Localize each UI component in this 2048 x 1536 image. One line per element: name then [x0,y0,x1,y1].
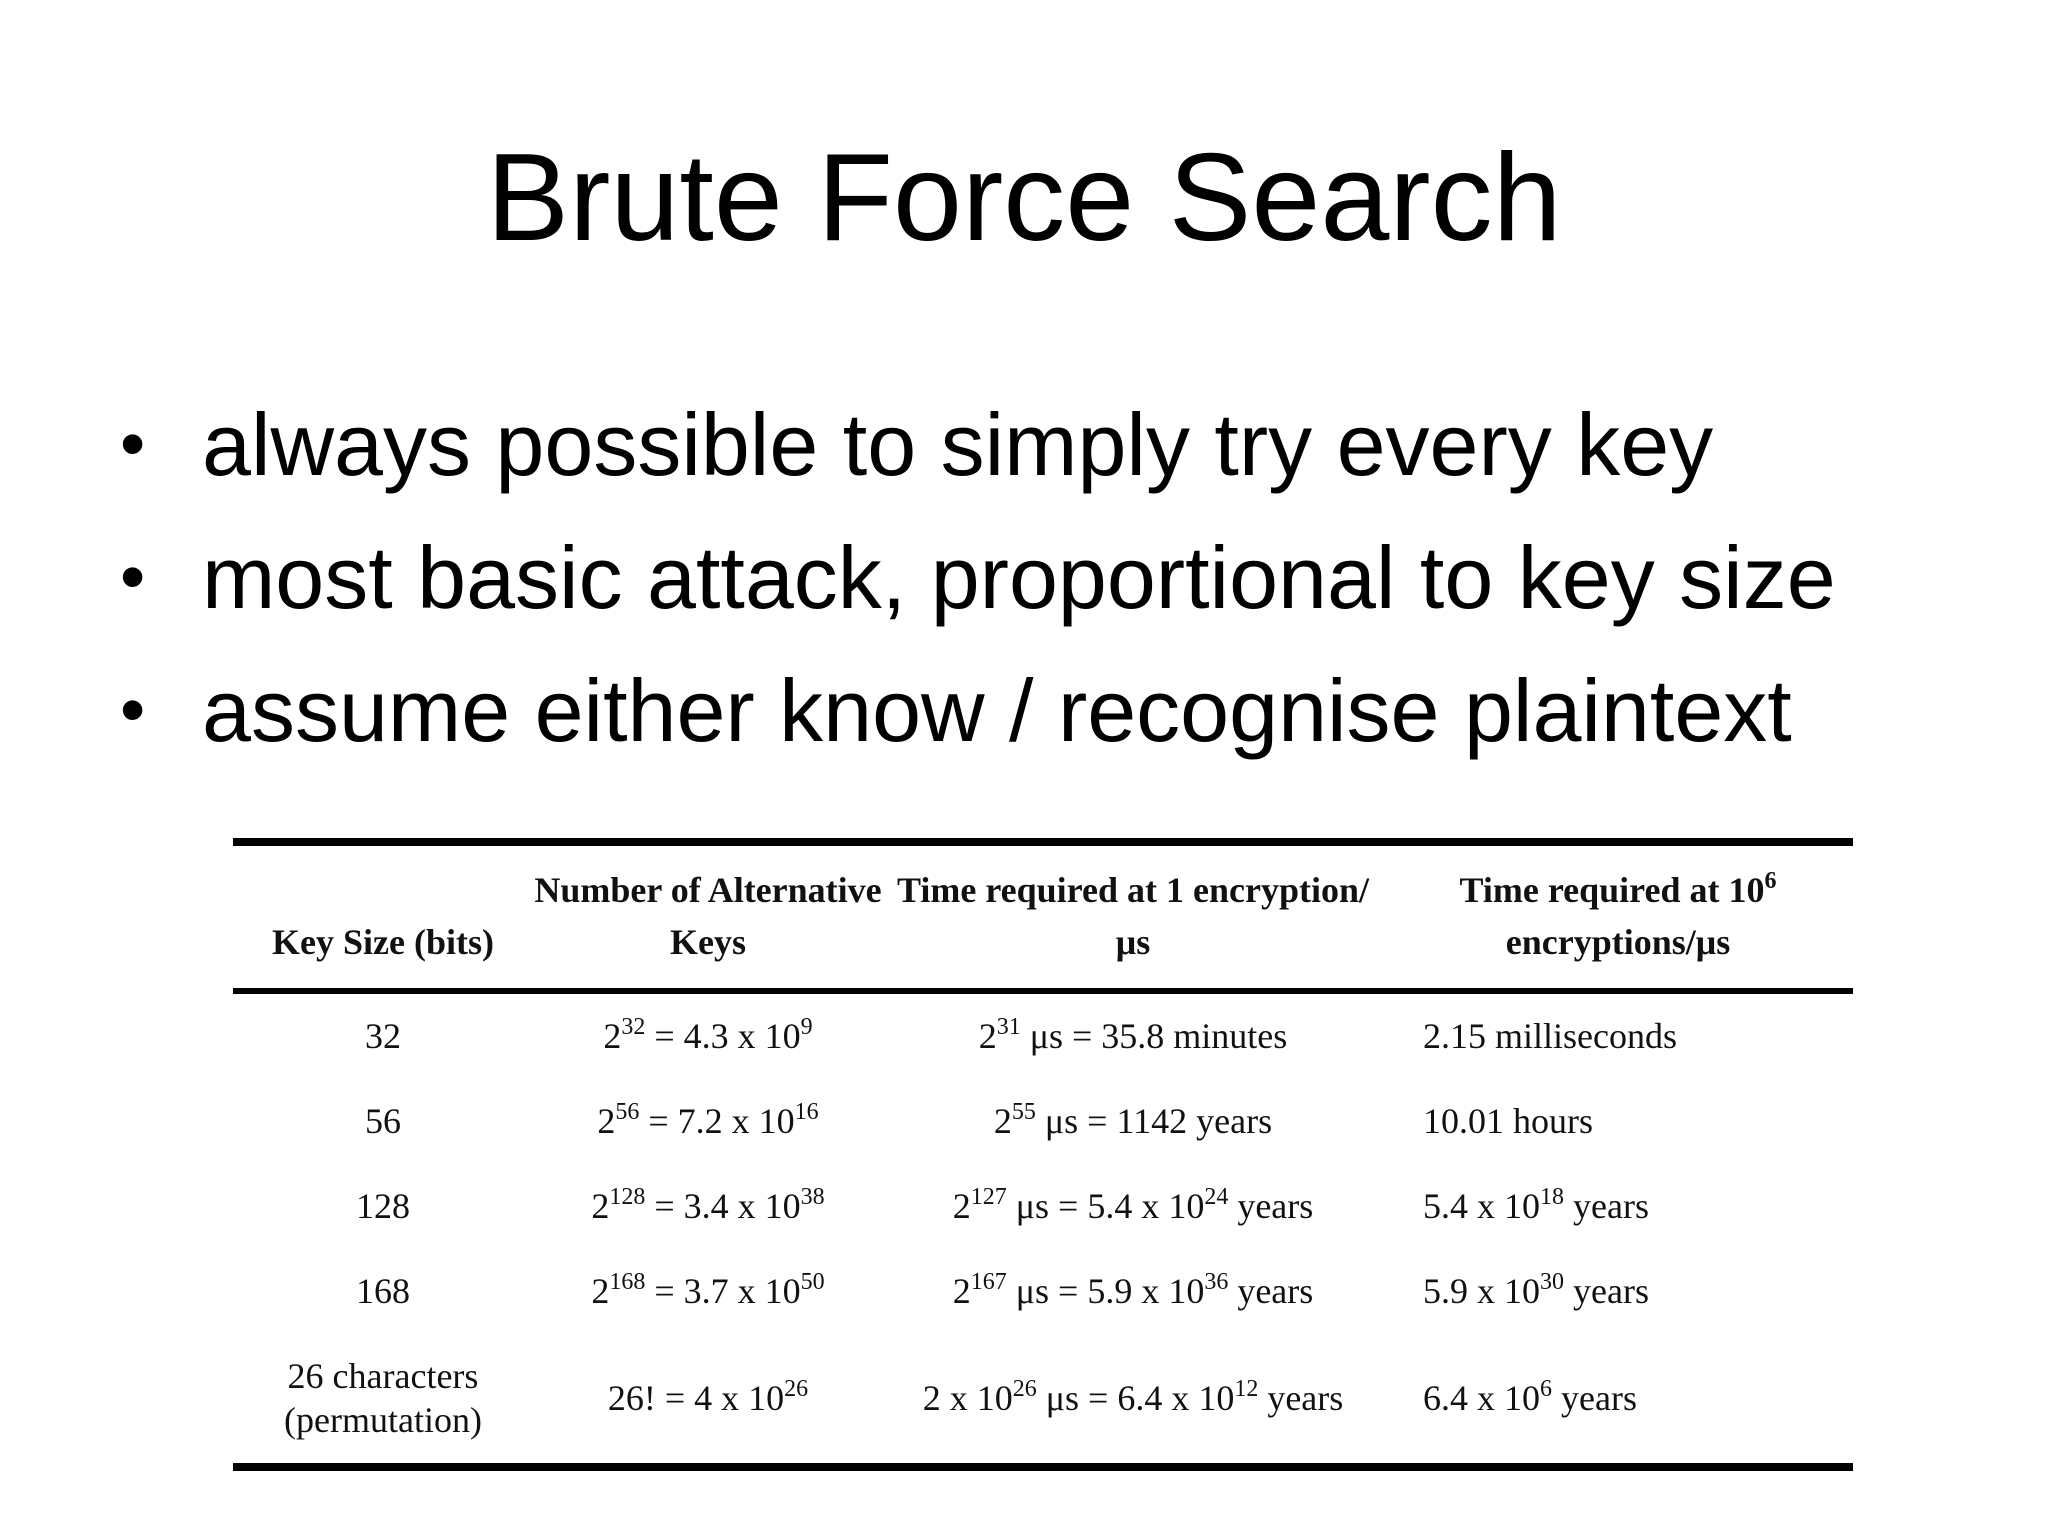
bullet-item [120,378,1836,511]
cell-key-size: 26 characters (permutation) [284,1356,482,1440]
header-key-size: Key Size (bits) [272,922,494,962]
bullet-list [120,378,1836,777]
table-bottom-rule [233,1463,1853,1471]
cell-key-size: 168 [356,1271,410,1311]
cell-alternative-keys: $2^{32} = 4.3$ x $10^9$ [603,1014,813,1056]
cell-time-2: 5.9 x $10^{30}$ years [1423,1269,1649,1311]
header-time-1e6-encryptions: Time required at $10^6$ encryptions/μs [1459,868,1777,962]
table [233,846,1853,988]
cell-alternative-keys: $2^{56} = 7.2$ x $10^{16}$ [597,1099,819,1141]
bullet-item [120,511,1836,644]
cell-alternative-keys: $2^{168} = 3.7$ x $10^{50}$ [591,1269,825,1311]
cell-alternative-keys: 26! = 4 x $10^{26}$ [607,1376,809,1418]
key-size-table [233,838,1853,1471]
cell-time-1: $2^{31}$ μs = 35.8 minutes [978,1014,1288,1056]
bullet-text: always possible to simply try every key [202,395,1714,494]
table-body [233,994,1853,1463]
cell-time-1: $2^{127}$ μs = 5.4 x $10^{24}$ years [952,1184,1314,1226]
cell-time-1: 2 x $10^{26}$ μs = 6.4 x $10^{12}$ years [922,1376,1344,1418]
slide-title: Brute Force Search [486,129,1562,267]
bullet-text: most basic attack, proportional to key size [202,528,1836,627]
table-row [233,1334,1853,1463]
cell-key-size: 128 [356,1186,410,1226]
table-top-rule [233,838,1853,846]
header-alternative-keys: Number of Alternative Keys [534,870,882,962]
table-row [233,1079,1853,1164]
bullet-icon: • [120,537,146,617]
bullet-icon: • [120,404,146,484]
bullet-text: assume either know / recognise plaintext [202,661,1792,760]
cell-time-2: 6.4 x $10^6$ years [1423,1376,1637,1418]
bullet-item [120,644,1836,777]
table-row [233,1249,1853,1334]
cell-time-2: 10.01 hours [1423,1101,1593,1141]
cell-alternative-keys: $2^{128} = 3.4$ x $10^{38}$ [591,1184,825,1226]
cell-time-1: $2^{167}$ μs = 5.9 x $10^{36}$ years [952,1269,1314,1311]
cell-time-1: $2^{55}$ μs = 1142 years [993,1099,1273,1141]
table-row [233,1164,1853,1249]
table-header-row [233,846,1853,988]
cell-time-2: 5.4 x $10^{18}$ years [1423,1184,1649,1226]
table-row [233,994,1853,1079]
cell-key-size: 56 [365,1101,401,1141]
header-time-1-encryption: Time required at 1 encryption/μs [897,870,1369,962]
cell-time-2: 2.15 milliseconds [1423,1016,1677,1056]
cell-key-size: 32 [365,1016,401,1056]
bullet-icon: • [120,670,146,750]
